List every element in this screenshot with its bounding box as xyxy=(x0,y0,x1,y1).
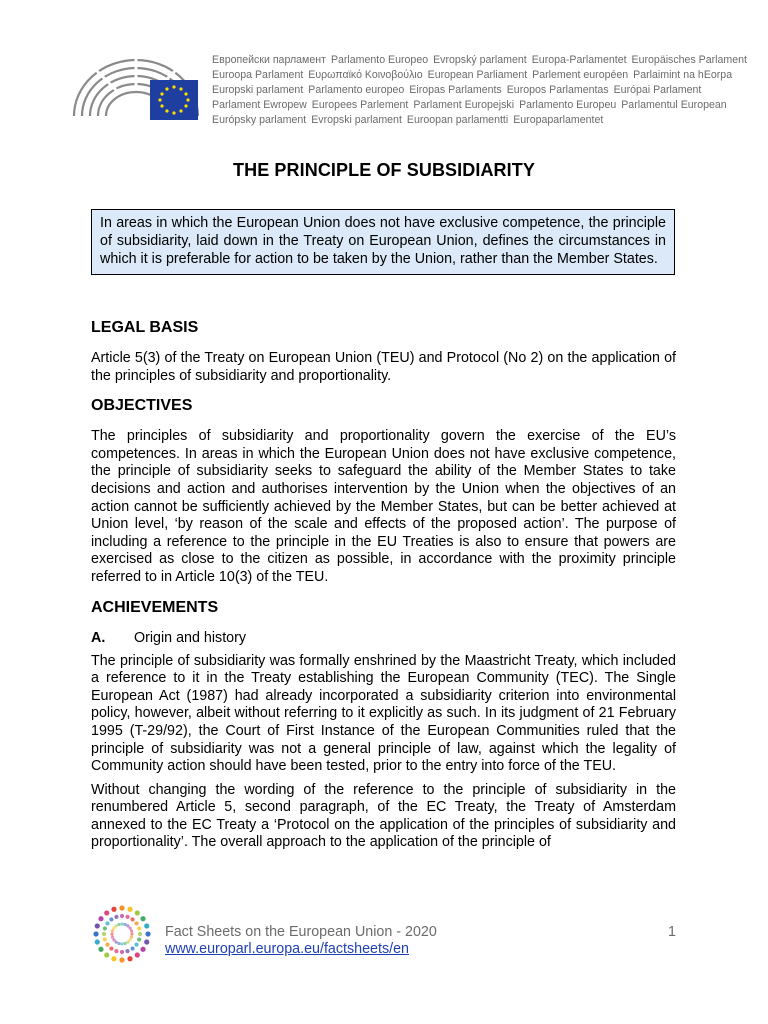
flower-dot xyxy=(144,939,149,944)
flower-dot xyxy=(125,949,129,953)
parliament-name: Европейски парламент xyxy=(212,54,326,66)
legal-basis-text: Article 5(3) of the Treaty on European Union (TEU) and Protocol (No 2) on the application of the principles of subsidiarity and proportionality. xyxy=(91,350,676,384)
flower-dot xyxy=(120,950,124,954)
flower-dot xyxy=(128,927,131,930)
flower-dot xyxy=(115,924,118,927)
page-number: 1 xyxy=(668,924,676,940)
flower-dot xyxy=(120,942,123,945)
flower-dot xyxy=(111,929,114,932)
flower-dot xyxy=(98,947,103,952)
flower-dot xyxy=(140,916,145,921)
parliament-name: Parlement européen xyxy=(532,69,629,81)
flower-dot xyxy=(95,939,100,944)
flower-dot xyxy=(117,942,120,945)
flower-dot xyxy=(125,915,129,919)
parliament-name: Parlaimint na hEorpa xyxy=(633,69,733,81)
parliament-name: Európai Parlament xyxy=(613,84,702,96)
achievements-paragraph: Without changing the wording of the reference to the principle of subsidiarity in the renumbered Article 5, second paragraph, of the EC Treaty, the Treaty of Amsterdam annexed to the EC Treaty a ‘Protocol on the application of the principles of subsidiarity and proportionality’. The overall approach to the application of the principle of xyxy=(91,781,676,851)
flower-dot xyxy=(103,926,107,930)
subsection-heading xyxy=(91,629,676,647)
parliament-name: Európsky parlament xyxy=(212,114,307,126)
parliament-name: Parlamento Europeu xyxy=(519,99,617,111)
flower-dot xyxy=(98,916,103,921)
summary-box: In areas in which the European Union does not have exclusive competence, the principle of subsidiarity, laid down in the Treaty on European Union, defines the circumstances in which it is preferable for action to be taken by the Union, rather than the Member States. xyxy=(91,209,675,275)
flower-dot xyxy=(144,923,149,928)
parliament-name: Euroopa Parlament xyxy=(212,69,304,81)
flower-dot xyxy=(123,942,126,945)
parliament-name: Evropský parlament xyxy=(433,54,527,66)
page-footer xyxy=(92,904,682,974)
main-content xyxy=(91,318,676,852)
flower-dot xyxy=(119,957,124,962)
flower-dot xyxy=(123,923,126,926)
parliament-name: Europa-Parlamentet xyxy=(531,54,627,66)
flower-dot xyxy=(105,921,109,925)
parliament-name: Evropski parlament xyxy=(311,114,402,126)
objectives-text: The principles of subsidiarity and proportionality govern the exercise of the EU’s competences. In areas in which the European Union does not have exclusive competence, the principle of subsidiarity seeks to safeguard the ability of the Member States to take decisions and action and authorises intervention by the Union when the objectives of an action cannot be sufficiently achieved by the Member States, but can be better achieved at Union level, ‘by reason of the scale and effects of the proposed action’. The purpose of including a reference to the principle in the EU Treaties is also to ensure that powers are exercised as close to the citizen as possible, in accordance with the proximity principle referred to in Article 10(3) of the TEU. xyxy=(91,428,676,585)
flower-dot xyxy=(130,917,134,921)
parliament-name: Europos Parlamentas xyxy=(506,84,609,96)
flower-dot xyxy=(134,921,138,925)
flower-dot xyxy=(114,915,118,919)
flower-dot xyxy=(119,905,124,910)
factsheets-link[interactable]: www.europarl.europa.eu/factsheets/en xyxy=(165,941,409,957)
fact-sheets-flower-logo xyxy=(92,904,152,964)
parliament-name: Parlamento europeo xyxy=(308,84,405,96)
flower-dot xyxy=(111,907,116,912)
flower-dot xyxy=(117,923,120,926)
flower-dot xyxy=(95,923,100,928)
parliament-name: Europski parlament xyxy=(212,84,304,96)
achievements-paragraph: The principle of subsidiarity was formally enshrined by the Maastricht Treaty, which included a reference to it in the Treaty establishing the European Community (TEC). The Single European Act (1987) had already incorporated a subsidiarity criterion into environmental policy, however, albeit without referring to it explicitly as such. In its judgment of 21 February 1995 (T-29/92), the Court of First Instance of the European Communities ruled that the principle of subsidiarity was not a general principle of law, against which the legality of Community action should have been tested, prior to the entry into force of the TEU. xyxy=(91,652,676,775)
flower-dot xyxy=(104,952,109,957)
flower-dot xyxy=(130,935,133,938)
flower-dot xyxy=(120,922,123,925)
flower-dot xyxy=(126,940,129,943)
flower-dot xyxy=(109,917,113,921)
flower-dot xyxy=(114,949,118,953)
parliament-name: Europaparlamentet xyxy=(513,114,604,126)
flower-dot xyxy=(137,937,141,941)
parliament-name: Europees Parlement xyxy=(311,99,409,111)
parliament-names-row xyxy=(212,83,722,98)
flower-dot xyxy=(137,926,141,930)
flower-dot xyxy=(112,938,115,941)
parliament-name: Eiropas Parlaments xyxy=(409,84,502,96)
footer-text xyxy=(165,924,437,958)
flower-dot xyxy=(111,935,114,938)
flower-dot xyxy=(135,910,140,915)
flower-dot xyxy=(130,946,134,950)
achievements-heading: ACHIEVEMENTS xyxy=(91,598,219,616)
flower-dot xyxy=(120,914,124,918)
flower-dot xyxy=(127,907,132,912)
flower-dot xyxy=(134,942,138,946)
parliament-name: Parlamento Europeo xyxy=(330,54,429,66)
flower-dot xyxy=(138,932,142,936)
european-parliament-logo xyxy=(66,46,206,131)
flower-dot xyxy=(102,932,106,936)
flower-dot xyxy=(109,946,113,950)
flower-dot xyxy=(104,910,109,915)
parliament-name: European Parliament xyxy=(427,69,528,81)
parliament-names-row xyxy=(212,98,727,113)
parliament-names-row xyxy=(212,113,722,128)
flower-dot xyxy=(93,931,98,936)
parliament-name: Europäisches Parlament xyxy=(631,54,747,66)
page-header xyxy=(66,46,747,136)
legal-basis-heading: LEGAL BASIS xyxy=(91,319,199,336)
objectives-heading: OBJECTIVES xyxy=(91,397,193,415)
flower-dot xyxy=(103,937,107,941)
parliament-names xyxy=(212,53,747,128)
parliament-names-row xyxy=(212,68,733,83)
subsection-letter: A. xyxy=(91,629,106,646)
flower-dot xyxy=(105,942,109,946)
flower-dot xyxy=(135,952,140,957)
parliament-name: Parlament Ewropew xyxy=(212,99,307,111)
flower-dot xyxy=(127,956,132,961)
flower-dot xyxy=(110,932,113,935)
flower-dot xyxy=(145,931,150,936)
footer-series: Fact Sheets on the European Union - 2020 xyxy=(165,924,437,940)
flower-dot xyxy=(111,956,116,961)
subsection-title: Origin and history xyxy=(134,629,247,646)
parliament-name: Euroopan parlamentti xyxy=(406,114,509,126)
flower-dot xyxy=(130,932,133,935)
parliament-names-row xyxy=(212,53,747,68)
parliament-name: Parlamentul European xyxy=(621,99,727,111)
flower-dot xyxy=(140,947,145,952)
parliament-name: Parlament Europejski xyxy=(413,99,515,111)
flower-dot xyxy=(130,929,133,932)
page-title: THE PRINCIPLE OF SUBSIDIARITY xyxy=(233,160,535,180)
parliament-name: Ευρωπαϊκό Κοινοβούλιο xyxy=(308,69,423,81)
